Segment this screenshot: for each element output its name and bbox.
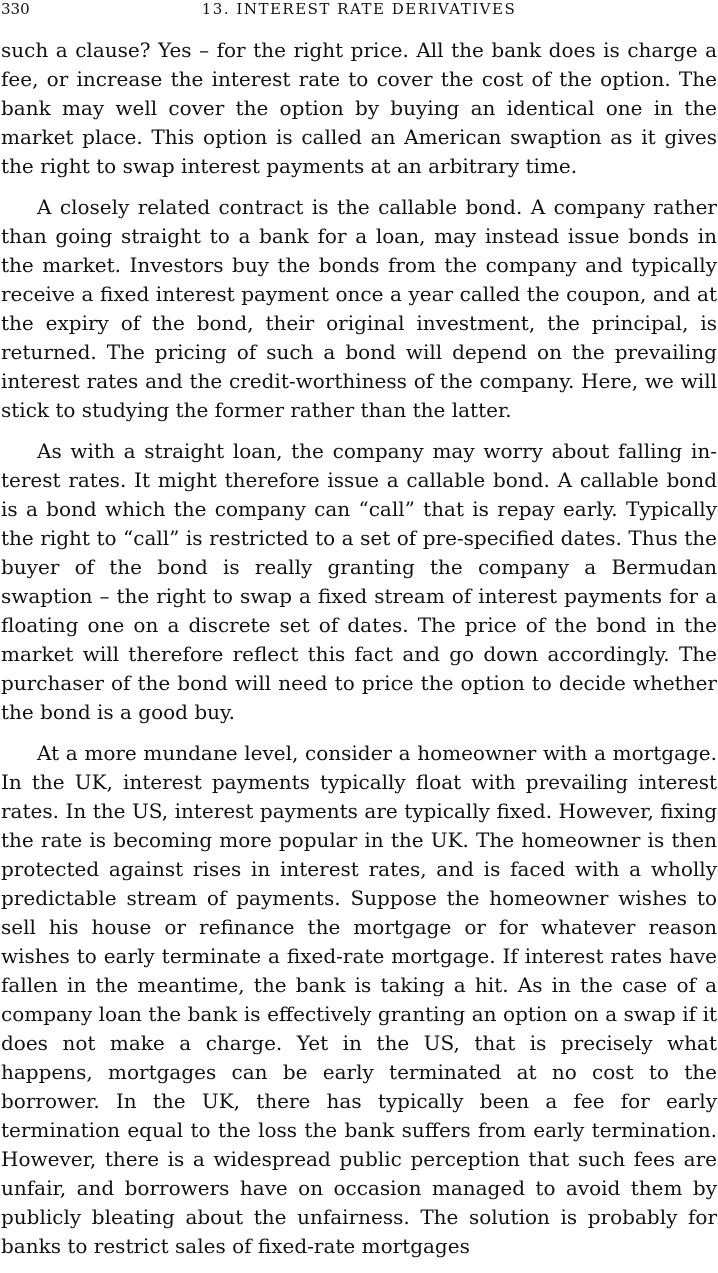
paragraph-4: At a more mundane level, consider a homeowner with a mortgage. In the UK, interest payments typically float with prevailing interest rates. In the US, interest payments are typically fixed. However, fixing the rate is becoming more popular in the UK. The homeowner is then protected against rises in interest rates, and is faced with a wholly predictable stream of payments. Suppose the homeowner wishes to sell his house or refinance the mortgage or for whatever reason wishes to early terminate a fixed-rate mortgage. If interest rates have fallen in the meantime, the bank is taking a hit. As in the case of a company loan the bank is effectively granting an option on a swap if it does not make a charge. Yet in the US, that is precisely what happens, mortgages can be early terminated at no cost to the borrower. In the UK, there has typically been a fee for early termination equal to the loss the bank suffers from early termination. However, there is a widespread public perception that such fees are unfair, and borrowers have on occasion managed to avoid them by publicly bleating about the unfairness. The solution is probably for banks to restrict sales of fixed-rate mortgages bbox=[1, 741, 717, 1258]
paragraph-3: As with a straight loan, the company may worry about falling interest rates. It might therefore issue a callable bond. A callable bond is a bond which the company can “call” that is repay early. Typically the right to “call” is restricted to a set of pre-specified dates. Thus the buyer of the bond is really granting the company a Bermudan swaption – the right to swap a fixed stream of interest payments for a floating one on a discrete set of dates. The price of the bond in the market will therefore reflect this fact and go down accordingly. The purchaser of the bond will need to price the option to decide whether the bond is a good buy. bbox=[1, 439, 717, 724]
chapter-title: 13. INTEREST RATE DERIVATIVES bbox=[201, 0, 517, 18]
body-text bbox=[1, 36, 717, 1273]
paragraph-2: A closely related contract is the callable bond. A company rather than going straight to a bank for a loan, may instead issue bonds in the market. Investors buy the bonds from the company and typically receive a fixed interest payment once a year called the coupon, and at the expiry of the bond, their original investment, the principal, is returned. The pricing of such a bond will depend on the prevailing interest rates and the credit-worthiness of the company. Here, we will stick to studying the former rather than the latter. bbox=[1, 195, 717, 422]
page-number: 330 bbox=[1, 0, 30, 18]
running-head bbox=[0, 0, 718, 21]
paragraph-1: such a clause? Yes – for the right price. All the bank does is charge a fee, or increase the interest rate to cover the cost of the option. The bank may well cover the option by buying an identical one in the market place. This option is called an American swaption as it gives the right to swap interest payments at an arbitrary time. bbox=[1, 38, 717, 178]
